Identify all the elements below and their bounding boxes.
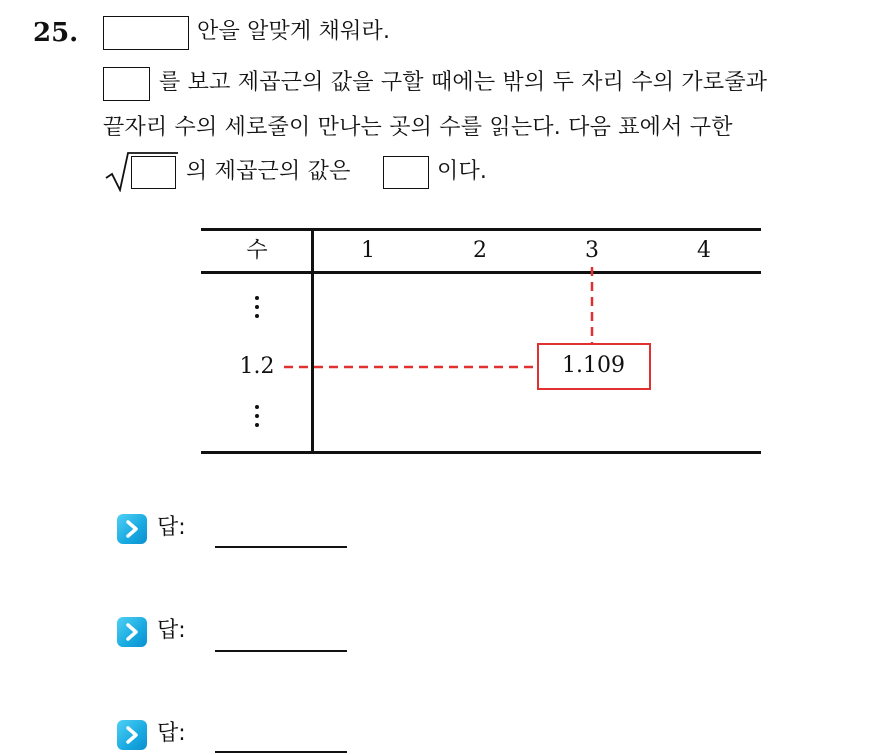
table-row-label: 1.2	[239, 354, 275, 379]
question-line-3b: 이다.	[437, 159, 488, 184]
question-prompt: 안을 알맞게 채워라.	[197, 19, 391, 44]
answer-label: 답:	[157, 721, 186, 746]
table-column-header: 3	[585, 238, 599, 263]
question-number: 25.	[33, 18, 79, 48]
answer-input-line[interactable]	[215, 650, 347, 652]
table-column-header: 4	[697, 238, 711, 263]
question-line-3a: 의 제곱근의 값은	[186, 159, 351, 184]
answer-label: 답:	[157, 618, 186, 643]
chevron-right-icon	[117, 617, 147, 647]
answer-label: 답:	[157, 515, 186, 540]
answer-input-line[interactable]	[215, 546, 347, 548]
question-line-2: 끝자리 수의 세로줄이 만나는 곳의 수를 읽는다. 다음 표에서 구한	[103, 115, 733, 140]
chevron-right-icon	[117, 514, 147, 544]
highlighted-cell	[537, 343, 651, 390]
table-column-header: 2	[473, 238, 487, 263]
table-column-header: 1	[361, 238, 375, 263]
table-header-label: 수	[246, 238, 268, 263]
chevron-right-icon	[117, 720, 147, 750]
answer-input-line[interactable]	[215, 751, 347, 753]
highlighted-value: 1.109	[562, 353, 625, 378]
question-line-1: 를 보고 제곱근의 값을 구할 때에는 밖의 두 자리 수의 가로줄과	[159, 70, 768, 95]
